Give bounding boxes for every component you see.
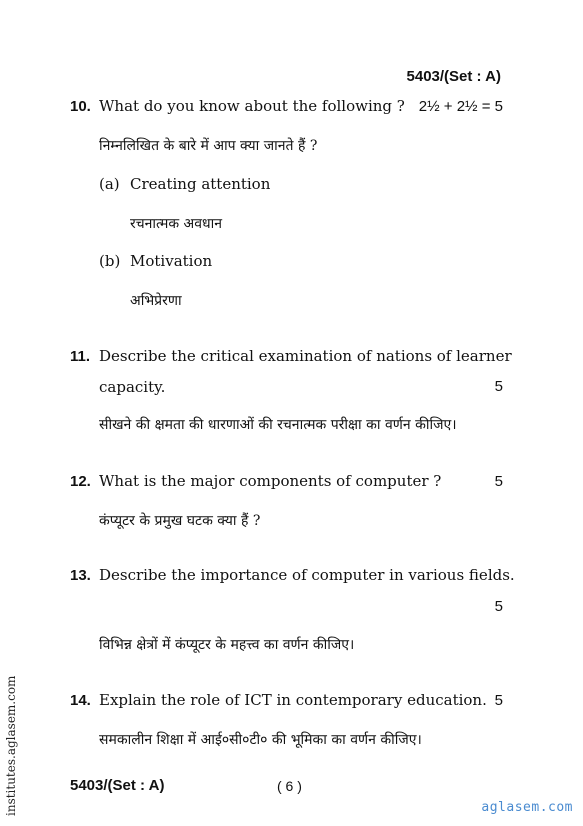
question-10-hindi: निम्नलिखित के बारे में आप क्या जानते हैं ?: [99, 138, 318, 154]
question-12-text: What is the major components of computer ?: [99, 472, 442, 490]
question-10-number: 10.: [70, 98, 91, 115]
question-11-text-line2: capacity.: [99, 378, 166, 396]
question-11-marks: 5: [494, 378, 503, 395]
question-12-hindi: कंप्यूटर के प्रमुख घटक क्या हैं ?: [99, 513, 261, 529]
question-10b-label: (b): [99, 252, 121, 270]
question-13-text: Describe the importance of computer in various fields.: [99, 566, 515, 584]
question-13-hindi: विभिन्न क्षेत्रों में कंप्यूटर के महत्त्व का वर्णन कीजिए।: [99, 637, 355, 653]
paper-code-header: 5403/(Set : A): [406, 68, 501, 85]
question-10-marks: 2½ + 2½ = 5: [418, 98, 503, 115]
question-14-hindi: समकालीन शिक्षा में आई०सी०टी० की भूमिका का वर्णन कीजिए।: [99, 732, 422, 748]
side-watermark: institutes.aglasem.com: [4, 675, 18, 816]
question-10a-label: (a): [99, 175, 120, 193]
question-13-marks: 5: [494, 598, 503, 615]
brand-watermark: aglasem.com: [481, 800, 573, 815]
question-10a-hindi: रचनात्मक अवधान: [130, 216, 223, 232]
question-11-text-line1: Describe the critical examination of nations of learner: [99, 347, 512, 365]
question-11-number: 11.: [70, 348, 91, 365]
question-12-marks: 5: [494, 473, 503, 490]
question-10b-text: Motivation: [130, 252, 213, 270]
question-14-number: 14.: [70, 692, 91, 709]
question-13-number: 13.: [70, 567, 91, 584]
question-12-number: 12.: [70, 473, 91, 490]
question-11-hindi: सीखने की क्षमता की धारणाओं की रचनात्मक परीक्षा का वर्णन कीजिए।: [99, 417, 457, 433]
question-10b-hindi: अभिप्रेरणा: [130, 293, 182, 309]
question-14-marks: 5: [494, 692, 503, 709]
question-10-text: What do you know about the following ?: [99, 97, 405, 115]
paper-code-footer: 5403/(Set : A): [70, 777, 165, 794]
question-10a-text: Creating attention: [130, 175, 271, 193]
question-14-text: Explain the role of ICT in contemporary education.: [99, 691, 487, 709]
page-number: ( 6 ): [277, 778, 302, 794]
